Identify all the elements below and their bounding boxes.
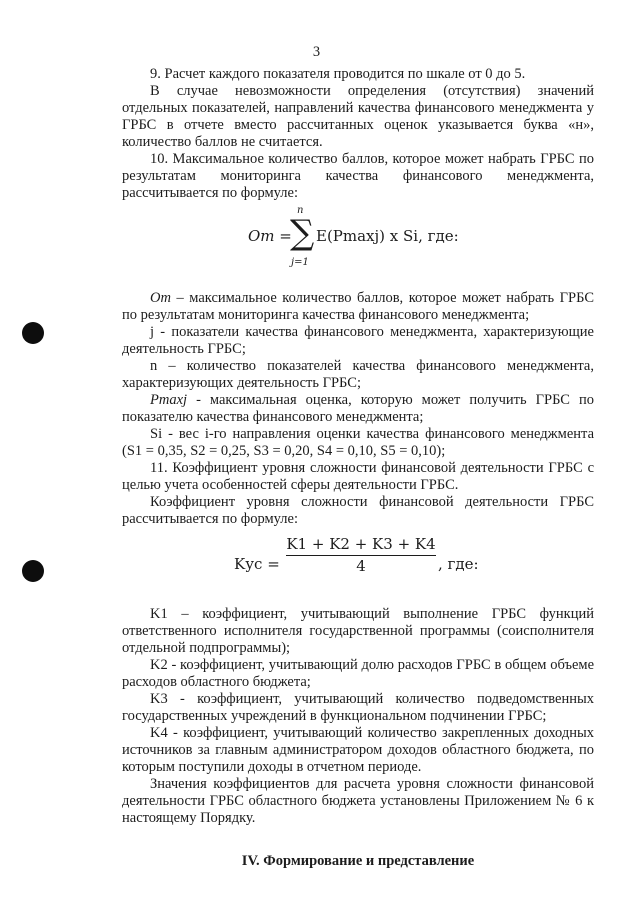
paragraph-9b: В случае невозможности определения (отсутствия) значений отдельных показателей, направлений качества финансового менеджмента у ГРБС в отчете вместо рассчитанных оценок указывается буква «н», количество баллов не считается. xyxy=(122,83,594,150)
def-s-text: - вес i-го направления оценки качества финансового менеджмента (S1 = 0,35, S2 = 0,25, S3 = 0,20, S4 = 0,10, S5 = 0,10); xyxy=(122,426,595,459)
paragraph-9: 9. Расчет каждого показателя проводится по шкале от 0 до 5. xyxy=(150,66,526,82)
def-k4-text: - коэффициент, учитывающий количество закрепленных доходных источников за главным администратором доходов областного бюджета, по которым поступили доходы в отчетном периоде. xyxy=(122,725,595,775)
def-k2 xyxy=(122,657,594,691)
def-pmax xyxy=(122,392,594,426)
def-om xyxy=(122,290,594,324)
formula2-fraction xyxy=(286,536,436,575)
def-k1 xyxy=(122,606,594,657)
symbol-s: Si xyxy=(150,426,163,442)
body-text xyxy=(122,66,594,870)
formula-complexity xyxy=(122,536,594,598)
formula2-denominator: 4 xyxy=(356,557,366,575)
formula1-sum-bottom: j=1 xyxy=(291,257,309,268)
formula1-body: E(Pmaxj) x Si, где: xyxy=(316,227,459,245)
paragraph-values: Значения коэффициентов для расчета уровня сложности финансовой деятельности ГРБС областного бюджета установлены Приложением № 6 к настоящему Порядку. xyxy=(122,776,594,826)
def-k3-text: - коэффициент, учитывающий количество подведомственных государственных учреждений в функциональном подчинении ГРБС; xyxy=(122,691,594,724)
symbol-k4: K4 xyxy=(150,725,168,741)
page-number: 3 xyxy=(312,44,321,60)
symbol-k2: K2 xyxy=(150,657,168,673)
formula2-numerator: K1 + K2 + K3 + K4 xyxy=(286,535,436,553)
section-heading: IV. Формирование и представление xyxy=(241,853,475,869)
symbol-pmax: Pmaxj xyxy=(150,392,188,408)
sigma-symbol: ∑ xyxy=(290,213,315,253)
symbol-k1: K1 xyxy=(150,606,168,622)
punch-hole xyxy=(22,560,44,582)
paragraph-11b: Коэффициент уровня сложности финансовой деятельности ГРБС рассчитывается по формуле: xyxy=(122,494,594,527)
paragraph-10: 10. Максимальное количество баллов, которое может набрать ГРБС по результатам мониторинга качества финансового менеджмента, рассчитывается по формуле: xyxy=(122,151,594,201)
def-pmax-text: - максимальная оценка, которую может получить ГРБС по показателю качества финансового менеджмента; xyxy=(122,392,594,425)
formula2-lhs: Kус = xyxy=(234,555,280,573)
punch-hole xyxy=(22,322,44,344)
def-k4 xyxy=(122,725,594,776)
def-s xyxy=(122,426,594,460)
formula1-lhs: Om = xyxy=(248,227,292,245)
formula-max-score xyxy=(122,202,594,290)
def-k1-text: – коэффициент, учитывающий выполнение ГРБС функций ответственного исполнителя государственной программы (соисполнителя отдельной подпрограммы); xyxy=(122,606,594,656)
def-n: n – количество показателей качества финансового менеджмента, характеризующих деятельность ГРБС; xyxy=(122,358,594,391)
def-om-text: – максимальное количество баллов, которое может набрать ГРБС по результатам мониторинга качества финансового менеджмента; xyxy=(122,290,595,323)
def-k3 xyxy=(122,691,594,725)
symbol-k3: K3 xyxy=(150,691,168,707)
symbol-om: Om xyxy=(150,290,171,306)
def-j: j - показатели качества финансового менеджмента, характеризующие деятельность ГРБС; xyxy=(122,324,594,357)
formula2-tail: , где: xyxy=(438,555,479,573)
def-k2-text: - коэффициент, учитывающий долю расходов ГРБС в общем объеме расходов областного бюджета; xyxy=(122,657,595,690)
paragraph-11: 11. Коэффициент уровня сложности финансовой деятельности ГРБС с целью учета особенностей сферы деятельности ГРБС. xyxy=(122,460,594,493)
formula1-sum-top: n xyxy=(297,205,304,216)
